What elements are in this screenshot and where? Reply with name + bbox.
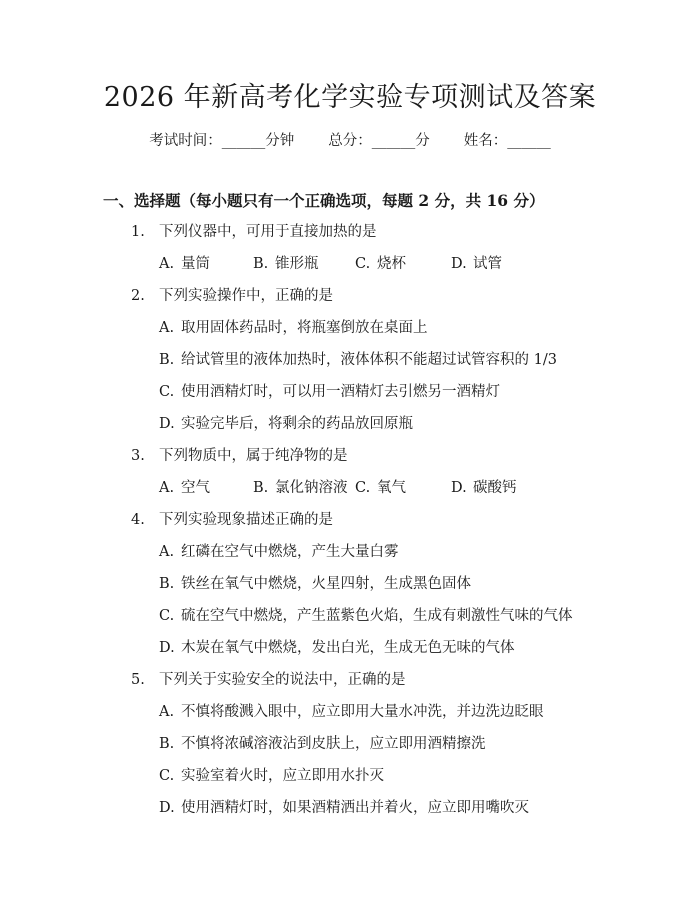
option-d[interactable]: D. 碳酸钙: [451, 480, 517, 496]
option-a[interactable]: A. 红磷在空气中燃烧，产生大量白雾: [159, 544, 399, 560]
question-stem: 下列物质中，属于纯净物的是: [159, 448, 348, 464]
question-stem: 下列实验现象描述正确的是: [159, 512, 333, 528]
option-d[interactable]: D. 木炭在氧气中燃烧，发出白光，生成无色无味的气体: [159, 640, 515, 656]
question-number: 2.: [131, 288, 145, 304]
question-number: 3.: [131, 448, 145, 464]
option-b[interactable]: B. 铁丝在氧气中燃烧，火星四射，生成黑色固体: [159, 576, 471, 592]
option-a[interactable]: A. 量筒: [159, 256, 210, 272]
question-4: [131, 510, 333, 530]
option-b[interactable]: B. 氯化钠溶液: [253, 480, 348, 496]
option-c[interactable]: C. 实验室着火时，应立即用水扑灭: [159, 768, 384, 784]
option-c[interactable]: C. 氧气: [355, 480, 406, 496]
question-stem: 下列仪器中，可用于直接加热的是: [159, 224, 377, 240]
page-title: 2026 年新高考化学实验专项测试及答案: [103, 82, 597, 113]
exam-meta: [0, 131, 700, 151]
option-c[interactable]: C. 烧杯: [355, 256, 406, 272]
option-a[interactable]: A. 取用固体药品时，将瓶塞倒放在桌面上: [159, 320, 428, 336]
question-3: [131, 446, 348, 466]
option-b[interactable]: B. 锥形瓶: [253, 256, 319, 272]
question-number: 1.: [131, 224, 145, 240]
question-number: 5.: [131, 672, 145, 688]
option-b[interactable]: B. 给试管里的液体加热时，液体体积不能超过试管容积的 1/3: [159, 352, 557, 368]
question-1: [131, 222, 377, 242]
option-c[interactable]: C. 硫在空气中燃烧，产生蓝紫色火焰，生成有刺激性气味的气体: [159, 608, 573, 624]
section-heading: 一、选择题（每小题只有一个正确选项，每题 2 分，共 16 分）: [103, 191, 545, 210]
exam-total-score: 总分：______分: [328, 133, 430, 149]
question-stem: 下列关于实验安全的说法中，正确的是: [159, 672, 406, 688]
option-a[interactable]: A. 不慎将酸溅入眼中，应立即用大量水冲洗，并边洗边眨眼: [159, 704, 544, 720]
option-d[interactable]: D. 实验完毕后，将剩余的药品放回原瓶: [159, 416, 413, 432]
option-d[interactable]: D. 试管: [451, 256, 502, 272]
option-d[interactable]: D. 使用酒精灯时，如果酒精洒出并着火，应立即用嘴吹灭: [159, 800, 529, 816]
option-b[interactable]: B. 不慎将浓碱溶液沾到皮肤上，应立即用酒精擦洗: [159, 736, 486, 752]
exam-time: 考试时间：______分钟: [149, 133, 295, 149]
question-number: 4.: [131, 512, 145, 528]
question-1-options: [159, 254, 579, 274]
question-5: [131, 670, 406, 690]
option-c[interactable]: C. 使用酒精灯时，可以用一酒精灯去引燃另一酒精灯: [159, 384, 500, 400]
option-a[interactable]: A. 空气: [159, 480, 210, 496]
question-2: [131, 286, 333, 306]
student-name: 姓名：______: [463, 133, 551, 149]
question-3-options: [159, 478, 579, 498]
question-stem: 下列实验操作中，正确的是: [159, 288, 333, 304]
